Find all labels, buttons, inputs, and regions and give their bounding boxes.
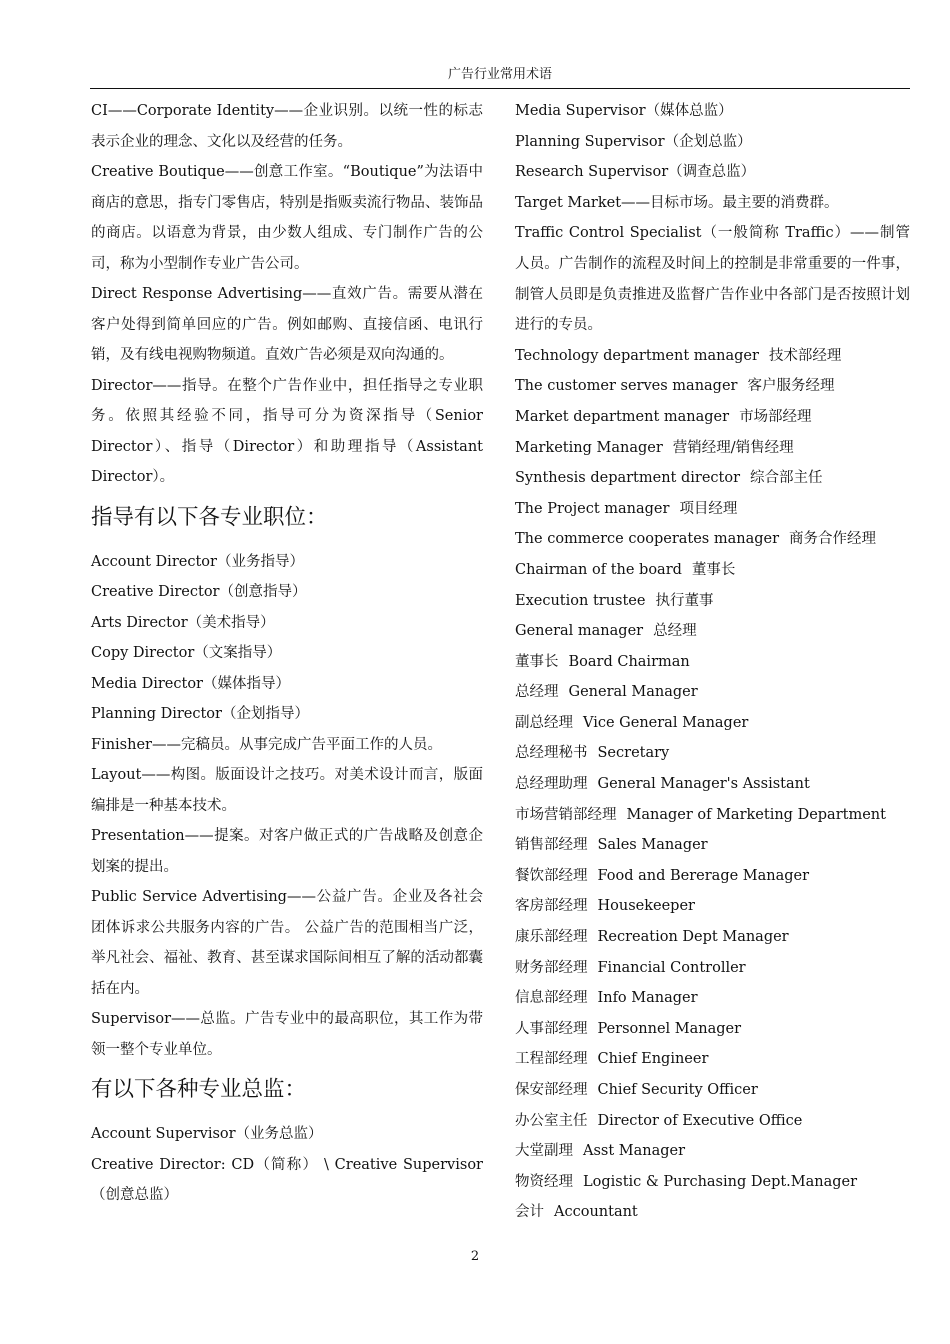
job-title-primary: 副总经理 (515, 714, 573, 731)
job-title-primary: 市场营销部经理 (515, 806, 617, 823)
term-director: Director——指导。在整个广告作业中，担任指导之专业职务。依照其经验不同，指导可分为资深指导（Senior Director）、指导（Director）和助理指导（Assistant Director）。 (91, 377, 483, 485)
job-title-translation: Financial Controller (597, 959, 746, 976)
job-title-translation: Recreation Dept Manager (597, 929, 789, 946)
job-title-primary: 餐饮部经理 (515, 867, 588, 884)
director-position-item: Account Director（业务指导） (91, 553, 304, 570)
job-title-row (515, 1106, 910, 1137)
job-title-primary: 总经理 (515, 684, 559, 701)
left-column (91, 96, 483, 1211)
job-title-row (515, 524, 910, 555)
job-title-row (515, 586, 910, 617)
supervisor-position-item: Research Supervisor（调查总监） (515, 164, 756, 181)
job-title-translation: Chief Security Officer (597, 1082, 758, 1098)
job-title-row (515, 953, 910, 984)
job-title-primary: The customer serves manager (515, 378, 738, 395)
job-title-row (515, 738, 910, 769)
job-title-primary: 财务部经理 (515, 959, 588, 976)
job-title-translation: Manager of Marketing Department (626, 806, 886, 823)
job-title-primary: 会计 (515, 1204, 544, 1221)
job-title-primary: 总经理秘书 (515, 745, 588, 762)
job-title-translation: 商务合作经理 (789, 531, 877, 548)
section-heading-director-positions: 指导有以下各专业职位： (91, 504, 328, 530)
job-title-primary: Market department manager (515, 408, 730, 425)
job-title-primary: 客房部经理 (515, 898, 588, 915)
job-title-translation: 客户服务经理 (747, 378, 835, 395)
job-title-row (515, 861, 910, 892)
job-title-translation: Food and Bererage Manager (597, 867, 810, 884)
term-public-service-advertising: Public Service Advertising——公益广告。企业及各社会团体诉求公共服务内容的广告。 公益广告的范围相当广泛，举凡社会、福祉、教育、甚至谋求国际间相互了解的活动都囊括在内。 (91, 889, 483, 997)
job-title-translation: General Manager's Assistant (597, 776, 810, 793)
job-title-translation: Secretary (597, 745, 670, 762)
term-ci: CI——Corporate Identity——企业识别。以统一性的标志表示企业的理念、文化以及经营的任务。 (91, 103, 483, 150)
director-position-item: Copy Director（文案指导） (91, 645, 282, 661)
job-title-translation: 营销经理/销售经理 (672, 439, 794, 456)
job-title-translation: Vice General Manager (583, 714, 749, 731)
job-title-translation: Housekeeper (597, 898, 695, 915)
job-title-primary: Chairman of the board (515, 561, 682, 578)
supervisor-position-item: Planning Supervisor（企划总监） (515, 133, 752, 150)
job-title-primary: 销售部经理 (515, 837, 588, 854)
job-title-row (515, 463, 910, 494)
job-title-row (515, 433, 910, 464)
job-title-primary: 康乐部经理 (515, 929, 588, 946)
job-title-translation: 项目经理 (679, 500, 738, 517)
director-position-item: Planning Director（企划指导） (91, 706, 309, 722)
job-title-translation: General Manager (568, 684, 698, 701)
job-title-row (515, 922, 910, 953)
director-position-item: Media Director（媒体指导） (91, 675, 290, 692)
job-title-primary: General manager (515, 623, 644, 640)
job-title-row (515, 1167, 910, 1198)
job-title-primary: Marketing Manager (515, 439, 663, 456)
job-title-primary: Technology department manager (515, 347, 759, 364)
job-title-primary: 物资经理 (515, 1173, 573, 1190)
job-title-row (515, 341, 910, 372)
job-title-primary: 董事长 (515, 653, 559, 670)
job-title-translation: Logistic & Purchasing Dept.Manager (583, 1173, 858, 1190)
director-position-item: Creative Director（创意指导） (91, 584, 307, 600)
term-layout: Layout——构图。版面设计之技巧。对美术设计而言，版面编排是一种基本技术。 (91, 767, 483, 814)
job-title-translation: 董事长 (691, 561, 736, 578)
job-title-primary: The commerce cooperates manager (515, 531, 780, 548)
job-title-translation: Info Manager (597, 990, 698, 1007)
job-title-row (515, 555, 910, 586)
job-title-translation: 总经理 (653, 623, 697, 640)
job-title-row (515, 371, 910, 402)
job-title-translation: Asst Manager (583, 1143, 686, 1160)
job-title-row (515, 891, 910, 922)
job-title-primary: 人事部经理 (515, 1020, 588, 1037)
job-title-row (515, 830, 910, 861)
job-title-row (515, 983, 910, 1014)
job-title-row (515, 708, 910, 739)
director-position-item: Arts Director（美术指导） (91, 614, 275, 631)
job-title-primary: 工程部经理 (515, 1051, 588, 1068)
job-title-row (515, 647, 910, 678)
page-header-title: 广告行业常用术语 (447, 67, 552, 82)
job-title-primary: 总经理助理 (515, 776, 588, 793)
term-creative-boutique: Creative Boutique——创意工作室。“Boutique”为法语中商店的意思，指专门零售店，特别是指贩卖流行物品、装饰品的商店。以语意为背景，由少数人组成、专门制作广告的公司，称为小型制作专业广告公司。 (91, 164, 483, 272)
term-traffic-control-specialist: Traffic Control Specialist（一般简称 Traffic）——制管人员。广告制作的流程及时间上的控制是非常重要的一件事，制管人员即是负责推进及监督广告作业中各部门是否按照计划进行的专员。 (515, 225, 910, 334)
job-title-primary: 办公室主任 (515, 1112, 588, 1129)
job-title-row (515, 769, 910, 800)
supervisor-position-item: Account Supervisor（业务总监） (91, 1126, 323, 1142)
job-title-translation: Board Chairman (568, 653, 690, 670)
header-divider (90, 88, 910, 89)
job-title-translation: 技术部经理 (768, 347, 842, 364)
supervisor-position-item: Media Supervisor（媒体总监） (515, 103, 733, 119)
job-title-list (515, 341, 910, 1228)
supervisor-position-item: Creative Director: CD（简称） \ Creative Supervisor（创意总监） (91, 1156, 483, 1203)
job-title-row (515, 1197, 910, 1228)
job-title-row (515, 1075, 910, 1106)
job-title-translation: 执行董事 (655, 592, 714, 609)
job-title-row (515, 800, 910, 831)
job-title-translation: Chief Engineer (597, 1051, 709, 1068)
term-target-market: Target Market——目标市场。最主要的消费群。 (515, 194, 839, 211)
term-finisher: Finisher——完稿员。从事完成广告平面工作的人员。 (91, 736, 442, 753)
section-heading-supervisor-positions: 有以下各种专业总监： (91, 1077, 307, 1102)
job-title-row (515, 494, 910, 525)
job-title-primary: The Project manager (515, 500, 670, 517)
term-presentation: Presentation——提案。对客户做正式的广告战略及创意企划案的提出。 (91, 828, 483, 875)
job-title-row (515, 677, 910, 708)
right-column (515, 96, 910, 1228)
job-title-row (515, 1136, 910, 1167)
job-title-primary: 大堂副理 (515, 1143, 573, 1160)
job-title-primary: Synthesis department director (515, 470, 741, 487)
job-title-row (515, 616, 910, 647)
job-title-translation: Director of Executive Office (597, 1112, 803, 1129)
job-title-translation: Personnel Manager (597, 1020, 742, 1037)
term-direct-response-advertising: Direct Response Advertising——直效广告。需要从潜在客户处得到简单回应的广告。例如邮购、直接信函、电讯行销，及有线电视购物频道。直效广告必须是双向沟通的。 (91, 286, 483, 363)
job-title-primary: Execution trustee (515, 592, 646, 609)
job-title-row (515, 1014, 910, 1045)
job-title-translation: 市场部经理 (739, 408, 812, 425)
job-title-row (515, 1044, 910, 1075)
page-number: 2 (470, 1249, 480, 1264)
job-title-translation: Sales Manager (597, 837, 708, 854)
term-supervisor: Supervisor——总监。广告专业中的最高职位，其工作为带领一整个专业单位。 (91, 1011, 483, 1058)
job-title-primary: 保安部经理 (515, 1082, 588, 1098)
job-title-translation: 综合部主任 (750, 470, 823, 487)
job-title-translation: Accountant (554, 1204, 638, 1221)
job-title-primary: 信息部经理 (515, 990, 588, 1007)
job-title-row (515, 402, 910, 433)
